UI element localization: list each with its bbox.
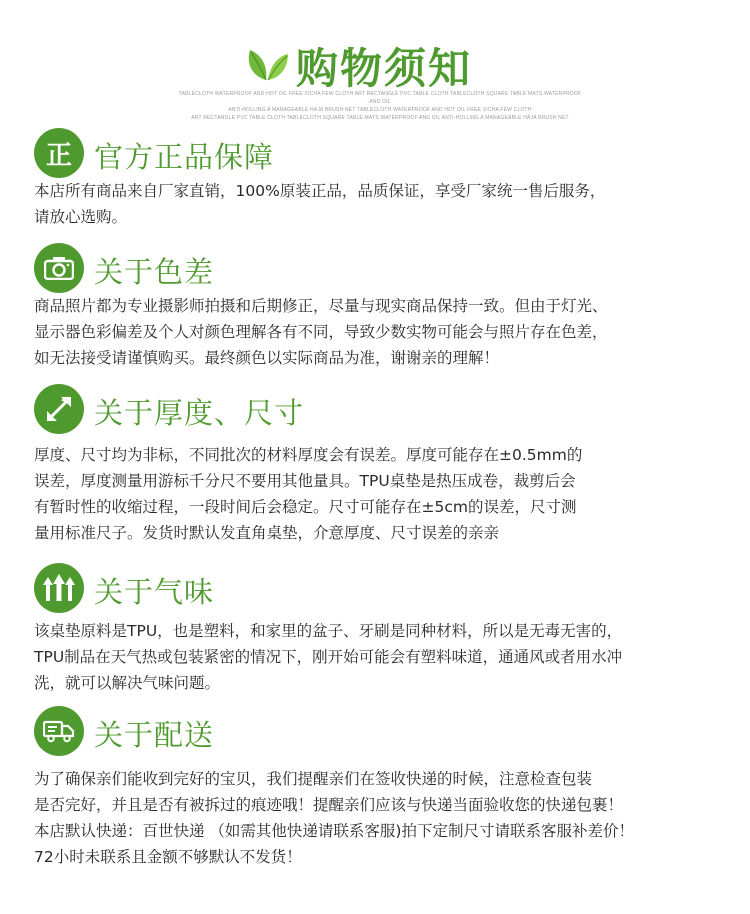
body-line: 请放心选购。 bbox=[34, 208, 128, 226]
subtitle-line: ANTI-HOLLING A MANAGEABLE HAJA BRUSH NET TABLECLOTH WATERPROOF AND HOT OIL FREE XICHA FEW CLOTH bbox=[228, 107, 532, 113]
diagonal-arrow-icon bbox=[34, 384, 84, 434]
body-line: TPU制品在天气热或包装紧密的情况下，刚开始可能会有塑料味道，通通风或者用水冲 bbox=[34, 648, 623, 666]
body-line: 量用标准尺子。发货时默认发直角桌垫，介意厚度、尺寸误差的亲亲 bbox=[34, 524, 500, 542]
delivery-truck-icon bbox=[34, 706, 84, 756]
section-body bbox=[34, 178, 734, 230]
body-line: 本店默认快递：百世快递 （如需其他快递请联系客服)拍下定制尺寸请联系客服补差价！ bbox=[34, 822, 634, 840]
section-title: 关于厚度、尺寸 bbox=[94, 396, 305, 430]
section-title: 官方正品保障 bbox=[94, 140, 275, 174]
header bbox=[0, 34, 750, 124]
zheng-badge-icon bbox=[34, 128, 84, 178]
section-body bbox=[34, 293, 734, 371]
body-line: 洗，就可以解决气味问题。 bbox=[34, 674, 221, 692]
section-title: 关于气味 bbox=[94, 575, 215, 609]
body-line: 误差，厚度测量用游标千分尺不要用其他量具。TPU桌垫是热压成卷，裁剪后会 bbox=[34, 472, 576, 490]
body-line: 为了确保亲们能收到完好的宝贝，我们提醒亲们在签收快递的时候，注意检查包装 bbox=[34, 770, 593, 788]
body-line: 显示器色彩偏差及个人对颜色理解各有不同，导致少数实物可能会与照片存在色差， bbox=[34, 323, 608, 341]
body-line: 如无法接受请谨慎购买。最终颜色以实际商品为准，谢谢亲的理解！ bbox=[34, 349, 500, 367]
section-body bbox=[34, 442, 734, 546]
subtitle-line: TABLECLOTH WATERPROOF AND HOT OIL FREE XICHA FEW CLOTH ART RECTANGLE PVC TABLE CLOTH TABLECLOTH SQUARE TABLE MATS WATERPROOF AND OIL bbox=[178, 91, 582, 105]
section-title: 关于配送 bbox=[94, 718, 215, 752]
camera-icon bbox=[34, 243, 84, 293]
body-line: 本店所有商品来自厂家直销，100%原装正品，品质保证，享受厂家统一售后服务， bbox=[34, 182, 606, 200]
section-body bbox=[34, 618, 734, 696]
zheng-badge-label: 正 bbox=[45, 140, 72, 171]
body-line: 是否完好，并且是否有被拆过的痕迹哦！提醒亲们应该与快递当面验收您的快递包裹！ bbox=[34, 796, 624, 814]
section-title: 关于色差 bbox=[94, 255, 215, 289]
body-line: 商品照片都为专业摄影师拍摄和后期修正，尽量与现实商品保持一致。但由于灯光、 bbox=[34, 297, 608, 315]
section-body bbox=[34, 766, 734, 870]
subtitle-line: ART RECTANGLE PVC TABLE CLOTH TABLECLOTH SQUARE TABLE MATS WATERPROOF AND OIL ANTI-HOLLING A MANAGEABLE HAJA BRUSH NET bbox=[191, 115, 569, 121]
body-line: 厚度、尺寸均为非标，不同批次的材料厚度会有误差。厚度可能存在±0.5mm的 bbox=[34, 446, 583, 464]
body-line: 有暂时性的收缩过程，一段时间后会稳定。尺寸可能存在±5cm的误差，尺寸测 bbox=[34, 498, 577, 516]
up-arrows-icon bbox=[34, 563, 84, 613]
leaf-icon bbox=[244, 46, 290, 82]
body-line: 72小时未联系且金额不够默认不发货！ bbox=[34, 848, 302, 866]
english-subtitle bbox=[175, 90, 585, 122]
page-title: 购物须知 bbox=[296, 44, 473, 93]
body-line: 该桌垫原料是TPU，也是塑料，和家里的盆子、牙刷是同种材料，所以是无毒无害的， bbox=[34, 622, 623, 640]
